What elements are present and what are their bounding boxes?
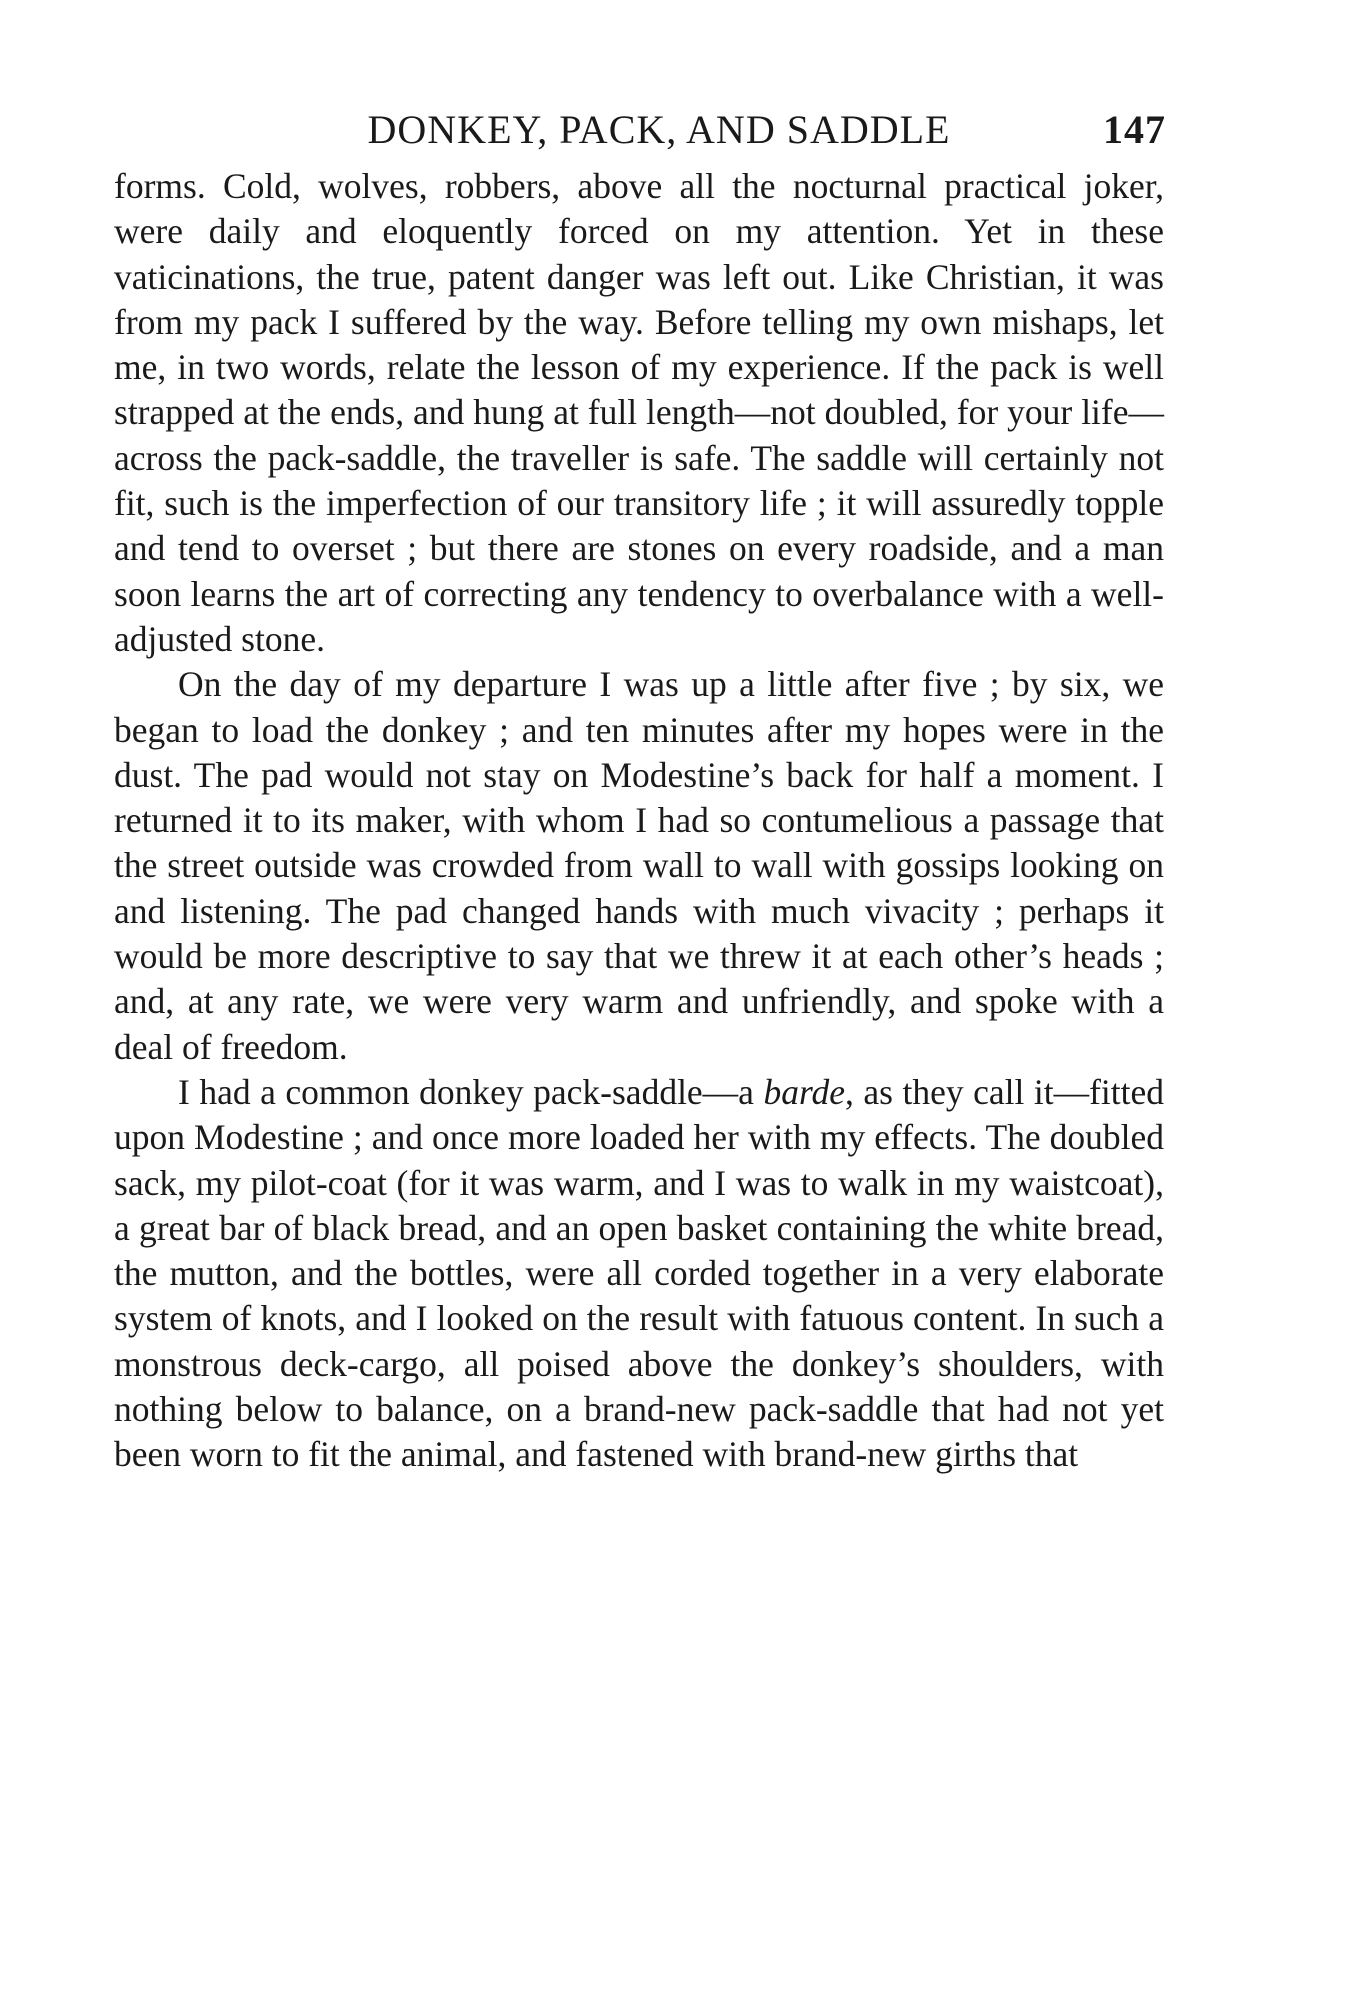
chapter-title: DONKEY, PACK, AND SADDLE (367, 107, 951, 152)
book-page (114, 98, 1164, 1478)
paragraph-2: On the day of my departure I was up a little after five ; by six, we began to load the donkey ; and ten minutes after my hopes were in the dust. The pad would not stay on Modestine’s back for half a moment. I returned it to its maker, with whom I had so contumelious a passage that the street outside was crowded from wall to wall with gossips looking on and listening. The pad changed hands with much vivacity ; perhaps it would be more descriptive to say that we threw it at each other’s heads ; and, at any rate, we were very warm and unfriendly, and spoke with a deal of freedom. (114, 664, 1164, 1067)
paragraph-3 (114, 1070, 1164, 1478)
running-head (114, 98, 1164, 162)
paragraph-3-text-after-italic: , as they call it—fitted upon Modestine ; and once more loaded her with my effects. The doubled sack, my pilot-coat (for it was warm, and I was to walk in my waistcoat), a great bar of black bread, and an open basket containing the white bread, the mutton, and the bottles, were all corded together in a very elaborate system of knots, and I looked on the result with fatuous content. In such a monstrous deck-cargo, all poised above the donkey’s shoulders, with nothing below to balance, on a brand-new pack-saddle that had not yet been worn to fit the animal, and fastened with brand-new girths that (114, 1071, 1165, 1475)
page-number: 147 (1103, 107, 1166, 152)
paragraph-3-text-before-italic: I had a common donkey pack-saddle—a (178, 1071, 764, 1112)
italic-word-barde: barde (763, 1071, 845, 1112)
paragraph-1: forms. Cold, wolves, robbers, above all the nocturnal practical joker, were daily and eloquently forced on my attention. Yet in these vaticinations, the true, patent danger was left out. Like Christian, it was from my pack I suffered by the way. Before telling my own mishaps, let me, in two words, relate the lesson of my experience. If the pack is well strapped at the ends, and hung at full length—not doubled, for your life—across the pack-saddle, the traveller is safe. The saddle will certainly not fit, such is the imperfection of our transitory life ; it will assuredly topple and tend to overset ; but there are stones on every roadside, and a man soon learns the art of correcting any tendency to overbalance with a well-adjusted stone. (114, 166, 1164, 659)
body-text (114, 164, 1164, 1478)
